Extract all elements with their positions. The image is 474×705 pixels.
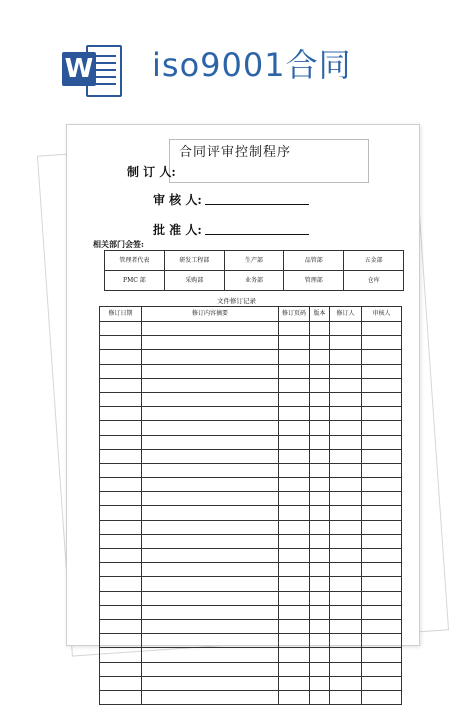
revision-cell — [279, 336, 310, 350]
revision-cell — [279, 648, 310, 662]
revision-cell — [279, 534, 310, 548]
revision-cell — [279, 407, 310, 421]
revision-body — [100, 322, 402, 705]
revision-cell — [279, 690, 310, 704]
revision-cell — [330, 563, 362, 577]
revision-cell — [362, 520, 402, 534]
revision-title: 文件修订记录 — [217, 297, 256, 305]
revision-cell — [310, 421, 330, 435]
revision-cell — [100, 676, 142, 690]
revision-cell — [279, 378, 310, 392]
revision-cell — [279, 506, 310, 520]
revision-cell — [362, 591, 402, 605]
revision-cell — [142, 591, 279, 605]
dept-row — [105, 271, 404, 291]
revision-cell — [142, 634, 279, 648]
sig-label-reviewer: 审 核 人: — [153, 193, 202, 207]
dept-cell: 业务部 — [224, 271, 284, 291]
revision-cell — [100, 492, 142, 506]
revision-row — [100, 690, 402, 704]
revision-cell — [362, 407, 402, 421]
revision-cell — [330, 449, 362, 463]
revision-cell — [310, 478, 330, 492]
revision-cell — [362, 322, 402, 336]
revision-cell — [310, 634, 330, 648]
revision-cell — [100, 577, 142, 591]
revision-cell — [330, 676, 362, 690]
dept-cell: 管理者代表 — [105, 251, 165, 271]
revision-cell — [330, 591, 362, 605]
dept-cell: 采购部 — [164, 271, 224, 291]
revision-cell — [279, 520, 310, 534]
revision-cell — [310, 591, 330, 605]
revision-cell — [142, 364, 279, 378]
revision-row — [100, 492, 402, 506]
revision-cell — [310, 364, 330, 378]
revision-cell — [310, 534, 330, 548]
revision-cell — [100, 322, 142, 336]
revision-cell — [279, 478, 310, 492]
revision-cell — [362, 648, 402, 662]
revision-cell — [330, 435, 362, 449]
dept-cell: 五金部 — [344, 251, 404, 271]
revision-cell — [142, 392, 279, 406]
revision-cell — [310, 336, 330, 350]
revision-row — [100, 378, 402, 392]
document-page — [66, 124, 420, 646]
revision-cell — [142, 676, 279, 690]
revision-cell — [362, 421, 402, 435]
revision-cell — [330, 350, 362, 364]
revision-cell — [279, 364, 310, 378]
sig-label-author: 制 订 人: — [127, 165, 176, 179]
banner-title: iso9001合同 — [152, 46, 352, 84]
revision-cell — [142, 421, 279, 435]
document-title: 合同评审控制程序 — [179, 145, 292, 160]
revision-row — [100, 506, 402, 520]
revision-cell — [142, 549, 279, 563]
departments-table — [104, 250, 404, 291]
revision-row — [100, 634, 402, 648]
revision-row — [100, 563, 402, 577]
revision-header: 修订日期 — [100, 307, 142, 322]
revision-row — [100, 520, 402, 534]
sig-label-approver: 批 准 人: — [153, 223, 202, 237]
revision-cell — [142, 435, 279, 449]
revision-cell — [362, 605, 402, 619]
revision-cell — [100, 605, 142, 619]
revision-cell — [279, 577, 310, 591]
revision-cell — [362, 449, 402, 463]
revision-cell — [142, 407, 279, 421]
revision-cell — [279, 435, 310, 449]
revision-table — [99, 306, 402, 705]
revision-cell — [279, 619, 310, 633]
revision-cell — [142, 619, 279, 633]
revision-cell — [142, 662, 279, 676]
revision-cell — [362, 435, 402, 449]
revision-cell — [279, 492, 310, 506]
revision-cell — [142, 690, 279, 704]
revision-cell — [100, 563, 142, 577]
dept-cell: 研发工程部 — [164, 251, 224, 271]
revision-cell — [330, 322, 362, 336]
revision-row — [100, 591, 402, 605]
revision-cell — [310, 563, 330, 577]
revision-cell — [142, 577, 279, 591]
revision-cell — [310, 520, 330, 534]
revision-cell — [330, 534, 362, 548]
revision-cell — [100, 463, 142, 477]
revision-cell — [330, 463, 362, 477]
revision-cell — [310, 449, 330, 463]
revision-cell — [310, 577, 330, 591]
revision-row — [100, 549, 402, 563]
revision-row — [100, 407, 402, 421]
revision-cell — [330, 478, 362, 492]
revision-cell — [310, 662, 330, 676]
revision-cell — [330, 421, 362, 435]
revision-cell — [362, 506, 402, 520]
revision-cell — [279, 449, 310, 463]
revision-cell — [362, 634, 402, 648]
revision-cell — [142, 350, 279, 364]
revision-cell — [362, 350, 402, 364]
revision-row — [100, 392, 402, 406]
revision-cell — [100, 648, 142, 662]
revision-row — [100, 350, 402, 364]
revision-cell — [100, 364, 142, 378]
revision-cell — [362, 534, 402, 548]
dept-cell: 管理部 — [284, 271, 344, 291]
revision-header: 审核人 — [362, 307, 402, 322]
revision-cell — [142, 378, 279, 392]
revision-cell — [310, 506, 330, 520]
revision-cell — [330, 605, 362, 619]
revision-cell — [100, 534, 142, 548]
revision-cell — [279, 421, 310, 435]
revision-cell — [100, 336, 142, 350]
revision-cell — [279, 563, 310, 577]
revision-cell — [330, 520, 362, 534]
revision-cell — [279, 463, 310, 477]
sig-line-approver — [205, 233, 309, 235]
revision-cell — [362, 577, 402, 591]
revision-cell — [100, 520, 142, 534]
revision-row — [100, 435, 402, 449]
revision-cell — [330, 378, 362, 392]
revision-cell — [142, 449, 279, 463]
revision-row — [100, 322, 402, 336]
revision-cell — [310, 492, 330, 506]
revision-cell — [142, 463, 279, 477]
revision-cell — [279, 591, 310, 605]
revision-cell — [100, 421, 142, 435]
banner — [0, 0, 474, 110]
dept-row — [105, 251, 404, 271]
revision-row — [100, 676, 402, 690]
revision-cell — [310, 619, 330, 633]
revision-cell — [330, 577, 362, 591]
revision-row — [100, 478, 402, 492]
revision-row — [100, 463, 402, 477]
revision-cell — [310, 690, 330, 704]
revision-cell — [362, 336, 402, 350]
revision-cell — [310, 463, 330, 477]
revision-cell — [362, 364, 402, 378]
revision-cell — [310, 378, 330, 392]
revision-header: 版本 — [310, 307, 330, 322]
revision-cell — [142, 563, 279, 577]
revision-cell — [310, 407, 330, 421]
revision-cell — [362, 563, 402, 577]
revision-header: 修订内容摘要 — [142, 307, 279, 322]
revision-cell — [100, 449, 142, 463]
revision-cell — [330, 549, 362, 563]
revision-row — [100, 648, 402, 662]
revision-cell — [142, 534, 279, 548]
revision-cell — [279, 662, 310, 676]
dept-cell: PMC 部 — [105, 271, 165, 291]
revision-cell — [330, 336, 362, 350]
revision-cell — [100, 435, 142, 449]
revision-cell — [100, 350, 142, 364]
revision-cell — [142, 506, 279, 520]
revision-cell — [279, 634, 310, 648]
revision-cell — [100, 407, 142, 421]
revision-cell — [279, 605, 310, 619]
revision-cell — [310, 350, 330, 364]
revision-cell — [310, 648, 330, 662]
revision-cell — [362, 549, 402, 563]
revision-cell — [362, 676, 402, 690]
revision-cell — [362, 463, 402, 477]
revision-cell — [100, 506, 142, 520]
revision-cell — [310, 435, 330, 449]
revision-cell — [362, 392, 402, 406]
revision-cell — [310, 392, 330, 406]
dept-cell: 生产部 — [224, 251, 284, 271]
word-icon — [62, 42, 120, 96]
revision-cell — [310, 605, 330, 619]
revision-cell — [362, 619, 402, 633]
revision-cell — [142, 492, 279, 506]
revision-cell — [142, 478, 279, 492]
dept-cell: 品管部 — [284, 251, 344, 271]
revision-cell — [142, 322, 279, 336]
revision-row — [100, 421, 402, 435]
revision-cell — [100, 392, 142, 406]
revision-cell — [142, 520, 279, 534]
revision-cell — [142, 605, 279, 619]
revision-cell — [310, 676, 330, 690]
revision-cell — [330, 662, 362, 676]
revision-cell — [330, 634, 362, 648]
revision-cell — [362, 492, 402, 506]
revision-cell — [100, 690, 142, 704]
revision-row — [100, 577, 402, 591]
revision-row — [100, 336, 402, 350]
revision-row — [100, 364, 402, 378]
revision-cell — [279, 549, 310, 563]
revision-cell — [100, 378, 142, 392]
revision-row — [100, 534, 402, 548]
revision-cell — [362, 378, 402, 392]
revision-cell — [142, 336, 279, 350]
revision-cell — [100, 619, 142, 633]
revision-cell — [330, 392, 362, 406]
revision-cell — [362, 690, 402, 704]
revision-cell — [330, 648, 362, 662]
dept-cell: 仓库 — [344, 271, 404, 291]
revision-cell — [330, 364, 362, 378]
revision-cell — [279, 676, 310, 690]
revision-row — [100, 449, 402, 463]
revision-cell — [100, 634, 142, 648]
sig-line-reviewer — [205, 203, 309, 205]
revision-cell — [330, 619, 362, 633]
revision-cell — [100, 662, 142, 676]
revision-row — [100, 662, 402, 676]
revision-cell — [100, 478, 142, 492]
revision-row — [100, 619, 402, 633]
revision-cell — [100, 549, 142, 563]
revision-cell — [362, 662, 402, 676]
revision-cell — [279, 322, 310, 336]
revision-cell — [330, 506, 362, 520]
revision-cell — [279, 350, 310, 364]
revision-cell — [100, 591, 142, 605]
revision-cell — [330, 690, 362, 704]
revision-header: 修订页码 — [279, 307, 310, 322]
revision-header-row — [100, 307, 402, 322]
revision-header: 修订人 — [330, 307, 362, 322]
word-logo-letter: W — [62, 52, 96, 86]
revision-cell — [330, 407, 362, 421]
revision-cell — [310, 549, 330, 563]
revision-cell — [330, 492, 362, 506]
revision-cell — [142, 648, 279, 662]
revision-cell — [362, 478, 402, 492]
departments-label: 相关部门会签: — [93, 239, 144, 249]
revision-cell — [279, 392, 310, 406]
revision-row — [100, 605, 402, 619]
revision-cell — [310, 322, 330, 336]
